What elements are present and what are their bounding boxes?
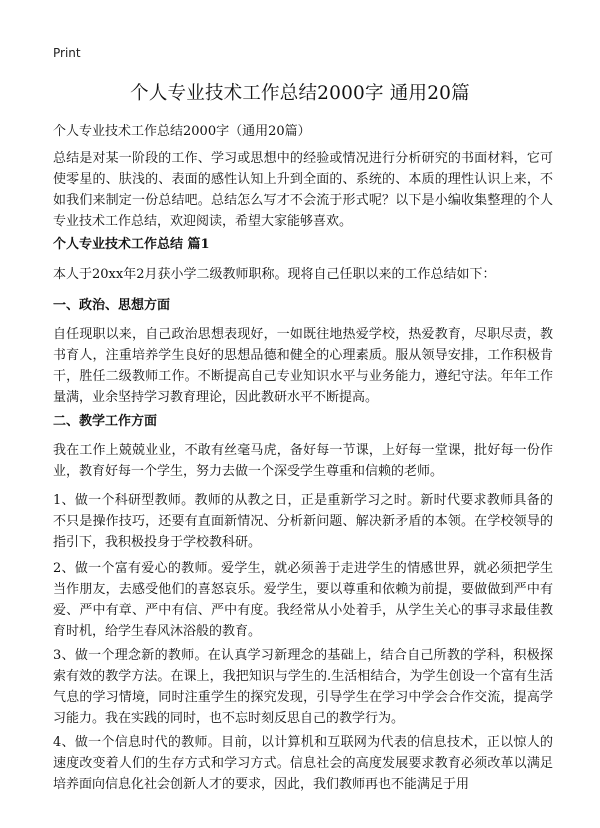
print-link[interactable]: Print [53,46,81,60]
section-intro-paragraph: 本人于20xx年2月获小学二级教师职称。现将自己任职以来的工作总结如下： [53,267,496,282]
document-subtitle: 个人专业技术工作总结2000字（通用20篇） [53,124,311,139]
list-item: 1、做一个科研型教师。教师的从教之日，正是重新学习之时。新时代要求教师具备的不只是操作技巧，还要有直面新情况、分析新问题、解决新矛盾的本领。在学校领导的指引下，我积极投身于学校教科研。 [53,493,553,550]
list-item: 2、做一个富有爱心的教师。爱学生，就必须善于走进学生的情感世界，就必须把学生当作朋友，去感受他们的喜怒哀乐。爱学生，要以尊重和依赖为前提，要做做到严中有爱、严中有章、严中有信、严中有度。我经常从小处着手，从学生关心的事寻求最佳教育时机，给学生春风沐浴般的教育。 [53,561,553,639]
teaching-paragraph: 我在工作上兢兢业业，不敢有丝毫马虎，备好每一节课，上好每一堂课，批好每一份作业，教育好每一个学生，努力去做一个深受学生尊重和信赖的老师。 [53,443,553,479]
section-title: 个人专业技术工作总结 篇1 [53,237,210,252]
politics-paragraph: 自任现职以来，自己政治思想表现好，一如既往地热爱学校，热爱教育，尽职尽责，教书育人，注重培养学生良好的思想品德和健全的心理素质。服从领导安排，工作积极肯干，胜任二级教师工作。不断提高自己专业知识水平与业务能力，遵纪守法。年年工作量满，业余坚持学习教育理论，因此教研水平不断提高。 [53,327,553,405]
list-item: 3、做一个理念新的教师。在认真学习新理念的基础上，结合自己所教的学科，积极探索有效的教学方法。在课上，我把知识与学生的.生活相结合，为学生创设一个富有生活气息的学习情境，同时注重学生的探究发现，引导学生在学习中学会合作交流，提高学习能力。我在实践的同时，也不忘时刻反思自己的教学行为。 [53,648,553,726]
heading-politics: 一、政治、思想方面 [53,298,171,313]
intro-paragraph: 总结是对某一阶段的工作、学习或思想中的经验或情况进行分析研究的书面材料，它可使零星的、肤浅的、表面的感性认知上升到全面的、系统的、本质的理性认识上来，不如我们来制定一份总结吧。总结怎么写才不会流于形式呢？以下是小编收集整理的个人专业技术工作总结，欢迎阅读，希望大家能够喜欢。 [53,151,553,229]
page-title: 个人专业技术工作总结2000字 通用20篇 [130,83,470,104]
list-item: 4、做一个信息时代的教师。目前，以计算机和互联网为代表的信息技术，正以惊人的速度改变着人们的生存方式和学习方式。信息社会的高度发展要求教育必须改革以满足培养面向信息化社会创新人才的要求，因此，我们教师再也不能满足于用 [53,735,553,792]
heading-teaching: 二、教学工作方面 [53,414,158,429]
